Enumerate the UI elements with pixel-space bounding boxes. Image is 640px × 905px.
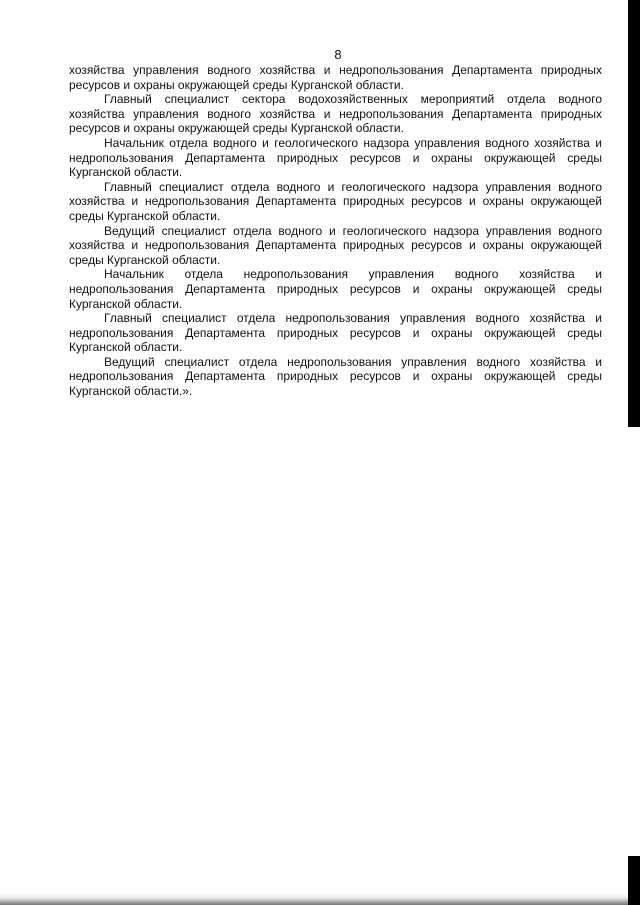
paragraph-continuation: хозяйства управления водного хозяйства и недропользования Департамента природных ресурсов и охраны окружающей среды Курганской области. bbox=[69, 63, 602, 92]
paragraph-leading-specialist-supervision: Ведущий специалист отдела водного и геологического надзора управления водного хозяйства и недропользования Департамента природных ресурсов и охраны окружающей среды Курганской области. bbox=[69, 223, 602, 267]
page-number: 8 bbox=[334, 47, 342, 62]
scan-bottom-shadow bbox=[0, 893, 640, 905]
paragraph-leading-specialist-subsoil: Ведущий специалист отдела недропользования управления водного хозяйства и недропользования Департамента природных ресурсов и охраны окружающей среды Курганской области.». bbox=[69, 354, 602, 399]
paragraph-head-subsoil-department: Начальник отдела недропользования управления водного хозяйства и недропользования Департамента природных ресурсов и охраны окружающей среды Курганской области. bbox=[69, 267, 602, 311]
paragraph-chief-specialist-supervision: Главный специалист отдела водного и геологического надзора управления водного хозяйства и недропользования Департамента природных ресурсов и охраны окружающей среды Курганской области. bbox=[69, 179, 602, 223]
paragraph-head-supervision-department: Начальник отдела водного и геологического надзора управления водного хозяйства и недропользования Департамента природных ресурсов и охраны окружающей среды Курганской области. bbox=[69, 135, 602, 180]
document-body bbox=[69, 63, 602, 399]
paragraph-chief-specialist-subsoil: Главный специалист отдела недропользования управления водного хозяйства и недропользования Департамента природных ресурсов и охраны окружающей среды Курганской области. bbox=[69, 311, 602, 355]
paragraph-chief-specialist-water-measures: Главный специалист сектора водохозяйственных мероприятий отдела водного хозяйства управления водного хозяйства и недропользования Департамента природных ресурсов и охраны окружающей среды Курганской области. bbox=[69, 92, 602, 136]
scan-edge-shadow-top bbox=[628, 0, 640, 427]
